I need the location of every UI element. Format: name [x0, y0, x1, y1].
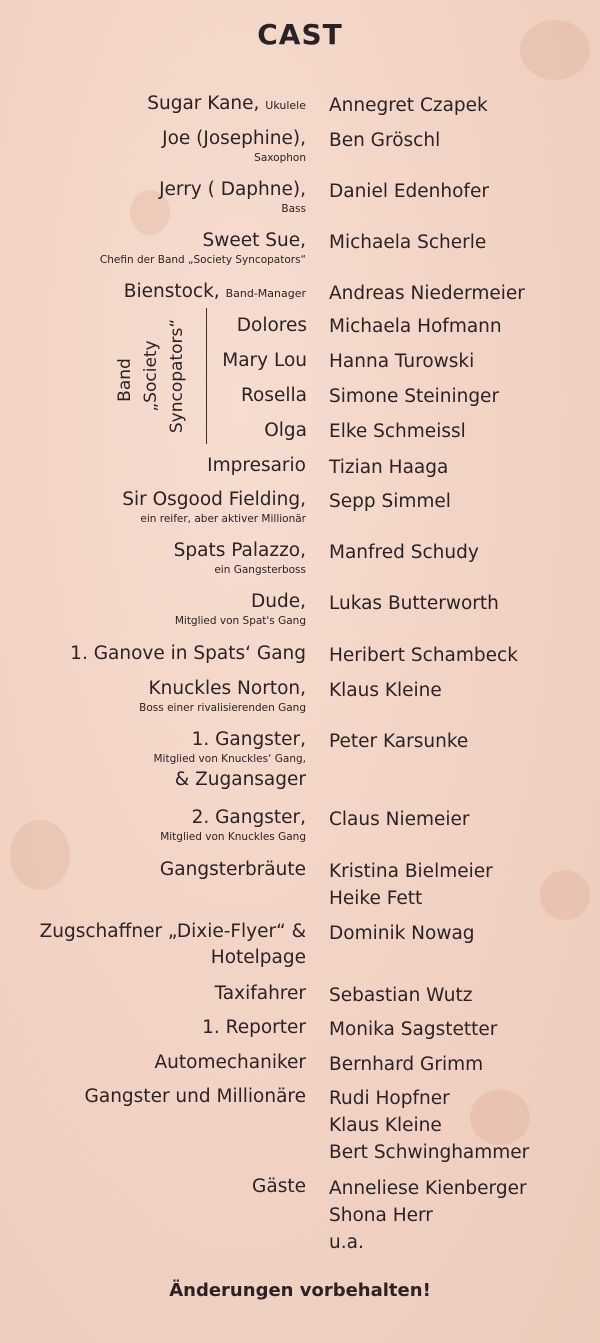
role-description: Mitglied von Knuckles Gang: [160, 831, 306, 843]
role-name: Dolores: [236, 315, 307, 336]
actor-name: Bernhard Grimm: [329, 1054, 484, 1075]
role-name: Gäste: [252, 1176, 306, 1197]
actor-name: Andreas Niedermeier: [329, 283, 525, 304]
role-name: Rosella: [241, 385, 307, 406]
role-extra: Hotelpage: [210, 947, 306, 968]
actor-name: Heribert Schambeck: [329, 645, 518, 666]
actor-name: u.a.: [329, 1232, 364, 1253]
role-description: Saxophon: [254, 152, 306, 164]
band-label-line: „Society: [141, 340, 161, 412]
role-description: Chefin der Band „Society Syncopators“: [99, 254, 306, 266]
actor-name: Kristina Bielmeier: [329, 861, 493, 882]
role-name: Knuckles Norton, Boss einer rivalisierenden Gang: [139, 678, 306, 714]
role-name: 2. Gangster, Mitglied von Knuckles Gang: [160, 807, 306, 843]
actor-name: Elke Schmeissl: [329, 421, 466, 442]
role-name: Sir Osgood Fielding, ein reifer, aber aktiver Millionär: [122, 489, 306, 525]
actor-name: Michaela Hofmann: [329, 316, 502, 337]
paper-stain: [540, 870, 590, 920]
actor-name: Bert Schwinghammer: [329, 1142, 530, 1163]
role-description: Bass: [281, 203, 306, 215]
role-name: Gangster und Millionäre: [84, 1086, 306, 1107]
role-name: Bienstock, Band-Manager: [123, 281, 306, 302]
role-name: Taxifahrer: [214, 983, 306, 1004]
role-name: Sweet Sue, Chefin der Band „Society Syncopators“: [99, 230, 306, 266]
band-label: [100, 310, 195, 442]
role-name: Dude, Mitglied von Spat's Gang: [174, 591, 306, 627]
role-name: Gangsterbräute: [159, 859, 306, 880]
actor-name: Simone Steininger: [329, 386, 500, 407]
role-name: Spats Palazzo, ein Gangsterboss: [173, 540, 306, 576]
actor-name: Lukas Butterworth: [329, 593, 499, 614]
role-name: 1. Reporter: [202, 1017, 306, 1038]
role-name: Sugar Kane, Ukulele: [147, 93, 306, 114]
role-name: 1. Gangster, Mitglied von Knuckles‘ Gang, & Zugansager: [153, 729, 306, 790]
actor-name: Rudi Hopfner: [329, 1088, 450, 1109]
actor-name: Hanna Turowski: [329, 351, 475, 372]
role-name: Joe (Josephine), Saxophon: [162, 128, 306, 164]
band-label-line: Syncopators“: [167, 318, 187, 434]
role-name: Mary Lou: [222, 350, 307, 371]
actor-name: Annegret Czapek: [329, 95, 488, 116]
paper-stain: [10, 820, 70, 890]
role-description: Mitglied von Knuckles‘ Gang,: [153, 753, 306, 765]
role-name: Impresario: [207, 455, 306, 476]
role-name: 1. Ganove in Spats‘ Gang: [70, 643, 306, 664]
band-divider: [206, 308, 207, 444]
actor-name: Dominik Nowag: [329, 923, 475, 944]
role-description: ein reifer, aber aktiver Millionär: [140, 513, 306, 525]
actor-name: Monika Sagstetter: [329, 1019, 498, 1040]
role-description: Mitglied von Spat's Gang: [174, 615, 306, 627]
actor-name: Ben Gröschl: [329, 130, 441, 151]
actor-name: Daniel Edenhofer: [329, 181, 489, 202]
role-name: Jerry ( Daphne), Bass: [159, 179, 306, 215]
actor-list: [329, 1085, 529, 1166]
actor-name: Klaus Kleine: [329, 1115, 442, 1136]
actor-name: Claus Niemeier: [329, 809, 470, 830]
role-name: Olga: [264, 420, 307, 441]
actor-name: Tizian Haaga: [329, 457, 449, 478]
role-name: Zugschaffner „Dixie-Flyer“ & Hotelpage: [39, 921, 306, 968]
role-description: ein Gangsterboss: [214, 564, 306, 576]
role-name: Automechaniker: [154, 1052, 306, 1073]
actor-name: Heike Fett: [329, 888, 423, 909]
footer-note: Änderungen vorbehalten!: [169, 1280, 431, 1301]
page-title: CAST: [257, 18, 343, 51]
actor-name: Michaela Scherle: [329, 232, 487, 253]
actor-name: Shona Herr: [329, 1205, 433, 1226]
actor-name: Sebastian Wutz: [329, 985, 473, 1006]
actor-name: Klaus Kleine: [329, 680, 442, 701]
actor-list: [329, 1175, 527, 1256]
band-label-line: Band: [115, 358, 135, 402]
actor-name: Anneliese Kienberger: [329, 1178, 527, 1199]
actor-list: [329, 858, 493, 912]
actor-name: Sepp Simmel: [329, 491, 451, 512]
role-extra: & Zugansager: [174, 769, 306, 790]
role-description: Boss einer rivalisierenden Gang: [139, 702, 306, 714]
actor-name: Peter Karsunke: [329, 731, 469, 752]
actor-name: Manfred Schudy: [329, 542, 479, 563]
